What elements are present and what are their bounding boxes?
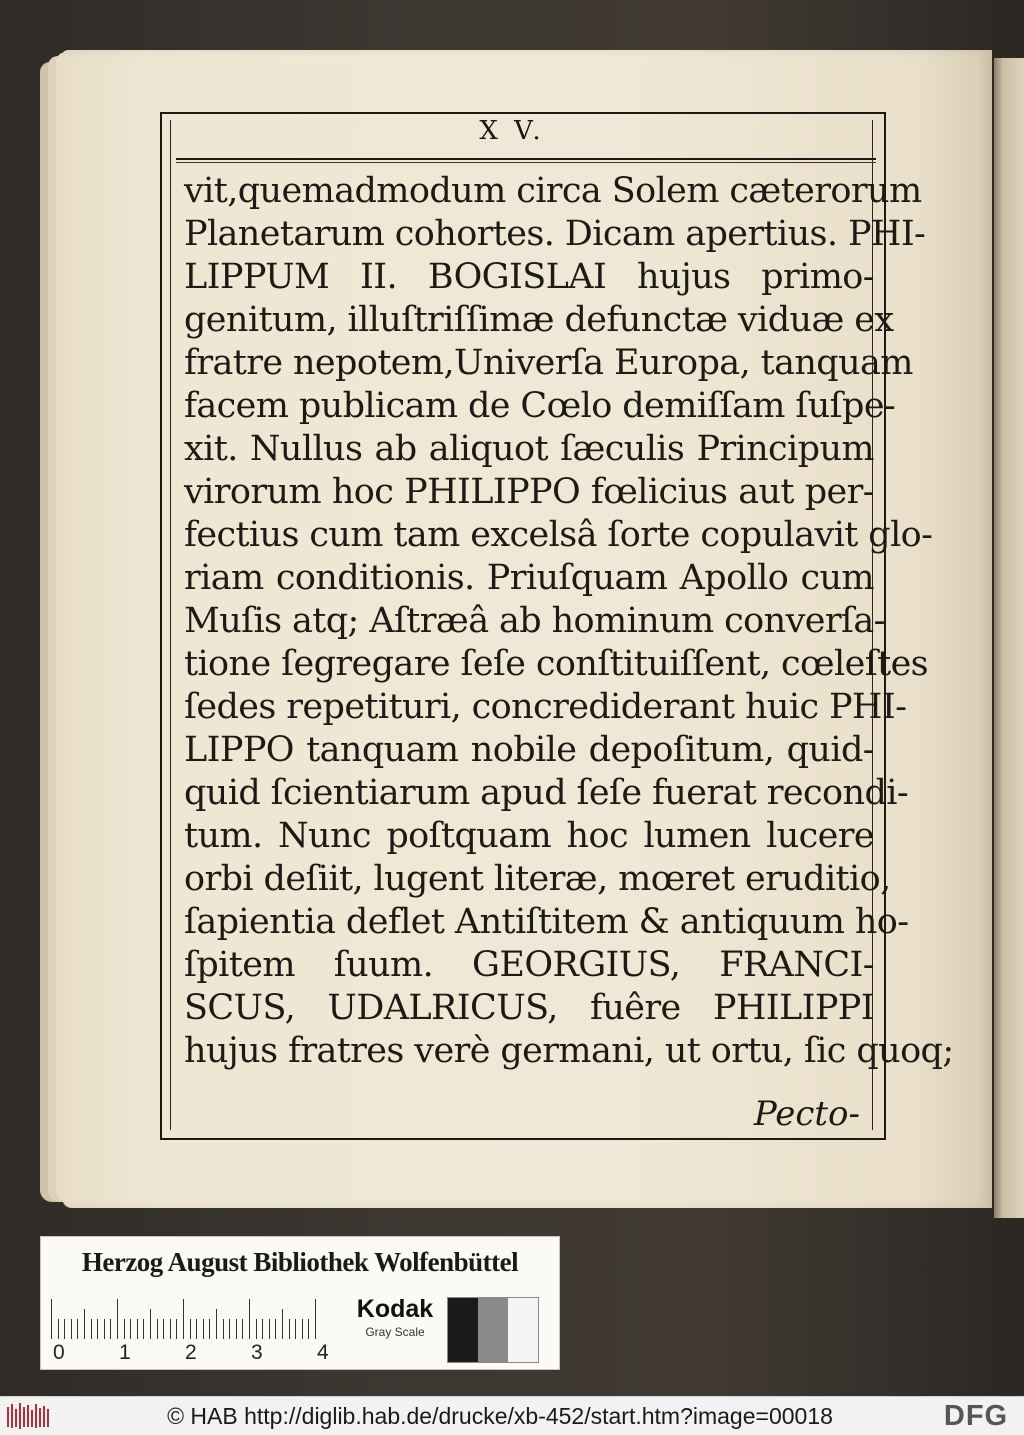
ruler-tick	[203, 1319, 204, 1339]
ruler-tick	[275, 1319, 276, 1339]
ruler-tick	[170, 1319, 171, 1339]
catchword: Pecto-	[753, 1094, 860, 1134]
ruler-tick	[262, 1319, 263, 1339]
ruler-tick	[176, 1319, 177, 1339]
ruler-tick	[91, 1319, 92, 1339]
ruler-tick	[77, 1319, 78, 1339]
library-name: Herzog August Bibliothek Wolfenbüttel	[81, 1247, 519, 1277]
ruler-tick	[315, 1299, 316, 1339]
text-line: Muſis atq; Aſtræâ ab hominum converſa-	[184, 601, 885, 641]
ruler-tick	[295, 1319, 296, 1339]
ruler-tick	[97, 1319, 98, 1339]
header-rule	[176, 158, 876, 160]
gray-scale-patches	[447, 1297, 539, 1363]
text-line: hujus fratres verè germani, ut ortu, ſic quoq;	[184, 1031, 954, 1071]
header-rule	[176, 162, 876, 163]
ruler-tick	[117, 1299, 118, 1339]
ruler-tick	[249, 1299, 250, 1339]
text-line: LIPPUM II. BOGISLAI hujus primo-	[184, 257, 874, 297]
gray-patch	[478, 1298, 508, 1362]
ruler-tick	[282, 1309, 283, 1339]
ruler-number: 2	[185, 1341, 197, 1364]
ruler-tick	[183, 1299, 184, 1339]
gray-patch	[508, 1298, 538, 1362]
ruler-tick	[51, 1299, 52, 1339]
ruler-tick	[104, 1319, 105, 1339]
ruler-number: 4	[317, 1341, 329, 1364]
ruler-tick	[308, 1319, 309, 1339]
footer-bar	[0, 1396, 1024, 1435]
text-line: tum. Nunc poſtquam hoc lumen lucere	[184, 816, 874, 856]
ruler-tick	[163, 1319, 164, 1339]
kodak-logo: Kodak	[356, 1295, 434, 1323]
text-line: ſpitem ſuum. GEORGIUS, FRANCI-	[184, 945, 874, 985]
text-line: tione ſegregare ſeſe conſtituiſſent, cœleſtes	[184, 644, 929, 684]
text-line: virorum hoc PHILIPPO fœlicius aut per-	[184, 472, 874, 512]
barcode-logo-icon	[6, 1401, 50, 1431]
ruler-tick	[269, 1319, 270, 1339]
ruler-tick	[229, 1319, 230, 1339]
text-line: fratre nepotem,Univerſa Europa, tanquam	[184, 343, 913, 383]
text-line: quid ſcientiarum apud ſeſe fuerat recondi-	[184, 773, 909, 813]
text-line: riam conditionis. Priuſquam Apollo cum	[184, 558, 874, 598]
ruler-tick	[157, 1319, 158, 1339]
ruler-tick	[196, 1319, 197, 1339]
text-line: vit,quemadmodum circa Solem cæterorum	[184, 171, 922, 211]
text-line: SCUS, UDALRICUS, fuêre PHILIPPI	[184, 988, 874, 1028]
text-line: LIPPO tanquam nobile depoſitum, quid-	[184, 730, 874, 770]
ruler-tick	[216, 1309, 217, 1339]
ruler-tick	[110, 1319, 111, 1339]
text-line: facem publicam de Cœlo demiſſam ſuſpe-	[184, 386, 896, 426]
source-url[interactable]: © HAB http://diglib.hab.de/drucke/xb-452/start.htm?image=00018	[167, 1403, 833, 1429]
facing-page-edge	[994, 58, 1024, 1218]
ruler-tick	[124, 1319, 125, 1339]
text-line: Planetarum cohortes. Dicam apertius. PHI-	[184, 214, 926, 254]
gray-scale-label: Gray Scale	[365, 1325, 425, 1339]
dfg-logo: DFG	[943, 1400, 1009, 1432]
ruler-tick	[302, 1319, 303, 1339]
ruler-tick	[130, 1319, 131, 1339]
ruler-tick	[223, 1319, 224, 1339]
ruler-tick	[236, 1319, 237, 1339]
gray-patch	[448, 1298, 478, 1362]
ruler-tick	[190, 1319, 191, 1339]
text-line: orbi deſiit, lugent literæ, mœret eruditio,	[184, 859, 891, 899]
page-number: X V.	[479, 116, 545, 146]
body-text	[184, 170, 954, 1073]
ruler-tick	[143, 1319, 144, 1339]
ruler-tick	[64, 1319, 65, 1339]
ruler-tick	[71, 1319, 72, 1339]
ruler-tick	[58, 1319, 59, 1339]
ruler-tick	[242, 1319, 243, 1339]
ruler-tick	[150, 1309, 151, 1339]
ruler-number: 0	[53, 1341, 65, 1364]
ruler-tick	[289, 1319, 290, 1339]
text-line: ſedes repetituri, concrediderant huic PHI-	[184, 687, 907, 727]
color-scale-card	[40, 1236, 560, 1370]
ruler-tick	[84, 1309, 85, 1339]
text-line: ſapientia deflet Antiſtitem & antiquum ho-	[184, 902, 909, 942]
ruler-number: 3	[251, 1341, 263, 1364]
ruler-tick	[209, 1319, 210, 1339]
ruler	[51, 1295, 369, 1339]
frame-rule-left	[170, 120, 171, 1130]
text-line: fectius cum tam excelsâ ſorte copulavit glo-	[184, 515, 933, 555]
text-line: xit. Nullus ab aliquot ſæculis Principum	[184, 429, 874, 469]
ruler-tick	[256, 1319, 257, 1339]
text-line: genitum, illuſtriſſimæ defunctæ viduæ ex	[184, 300, 894, 340]
ruler-number: 1	[119, 1341, 131, 1364]
ruler-tick	[137, 1319, 138, 1339]
